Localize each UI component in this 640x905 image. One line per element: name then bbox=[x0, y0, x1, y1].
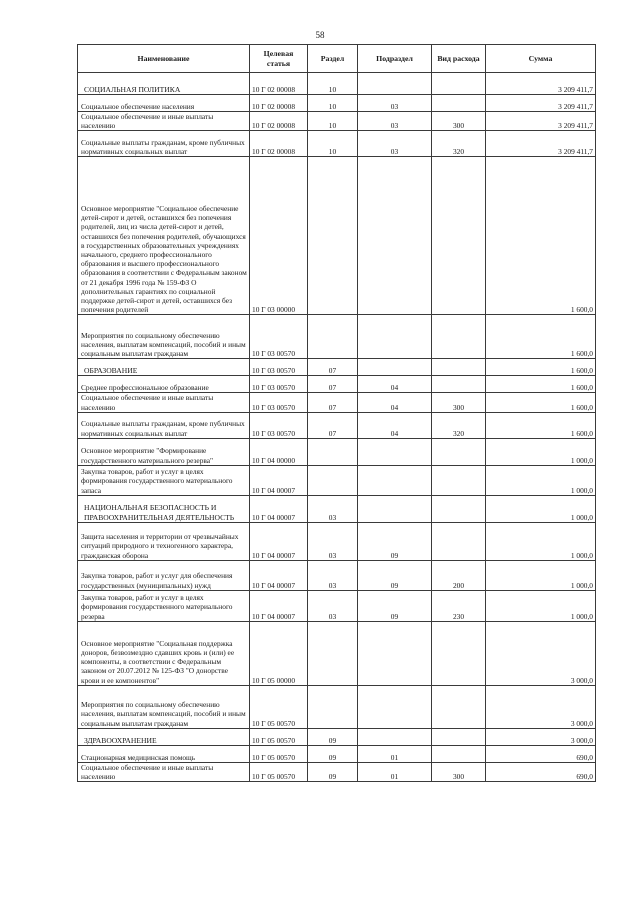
table-row bbox=[78, 359, 596, 376]
row-name bbox=[78, 762, 250, 781]
row-name bbox=[78, 376, 250, 393]
row-vid bbox=[432, 685, 486, 728]
row-vid bbox=[432, 315, 486, 359]
row-name bbox=[78, 728, 250, 745]
table-row bbox=[78, 315, 596, 359]
row-name bbox=[78, 438, 250, 465]
row-razdel bbox=[308, 621, 358, 685]
row-code: 10 Г 05 00000 bbox=[250, 621, 308, 685]
row-podrazdel bbox=[358, 438, 432, 465]
table-header-row bbox=[78, 45, 596, 73]
row-podrazdel bbox=[358, 685, 432, 728]
row-name bbox=[78, 590, 250, 621]
row-sum: 1 000,0 bbox=[486, 522, 596, 560]
row-code: 10 Г 04 00007 bbox=[250, 560, 308, 590]
table-row bbox=[78, 157, 596, 315]
row-name bbox=[78, 685, 250, 728]
row-razdel: 09 bbox=[308, 762, 358, 781]
row-code: 10 Г 05 00570 bbox=[250, 728, 308, 745]
row-podrazdel bbox=[358, 73, 432, 95]
row-podrazdel: 09 bbox=[358, 590, 432, 621]
table-row bbox=[78, 465, 596, 495]
table-row bbox=[78, 131, 596, 157]
row-name bbox=[78, 359, 250, 376]
row-code: 10 Г 04 00000 bbox=[250, 438, 308, 465]
header-code: Целевая статья bbox=[250, 45, 308, 73]
table-row bbox=[78, 393, 596, 412]
row-code: 10 Г 04 00007 bbox=[250, 495, 308, 522]
row-name-text: ОБРАЗОВАНИЕ bbox=[84, 366, 138, 376]
table-row bbox=[78, 621, 596, 685]
row-name-text: Закупка товаров, работ и услуг в целях формирования государственного материального запаса bbox=[81, 467, 233, 495]
row-podrazdel bbox=[358, 621, 432, 685]
row-name-text: Социальное обеспечение населения bbox=[81, 101, 195, 111]
row-sum: 3 209 411,7 bbox=[486, 95, 596, 112]
row-name-text: Мероприятия по социальному обеспечению населения, выплатам компенсаций, пособий и иным социальным выплатам гражданам bbox=[81, 700, 246, 728]
row-name-text: Мероприятия по социальному обеспечению населения, выплатам компенсаций, пособий и иным социальным выплатам гражданам bbox=[81, 330, 246, 359]
row-razdel: 03 bbox=[308, 495, 358, 522]
table-row bbox=[78, 685, 596, 728]
row-sum: 3 000,0 bbox=[486, 621, 596, 685]
row-razdel bbox=[308, 685, 358, 728]
row-name bbox=[78, 745, 250, 762]
row-vid: 230 bbox=[432, 590, 486, 621]
row-sum: 690,0 bbox=[486, 745, 596, 762]
row-vid: 300 bbox=[432, 762, 486, 781]
row-vid bbox=[432, 359, 486, 376]
row-razdel: 10 bbox=[308, 73, 358, 95]
row-code: 10 Г 03 00570 bbox=[250, 376, 308, 393]
row-name bbox=[78, 412, 250, 438]
row-name-text: Социальное обеспечение и иные выплаты населению bbox=[81, 393, 214, 412]
row-name-text: Защита населения и территории от чрезвычайных ситуаций природного и техногенного характера, гражданская оборона bbox=[81, 532, 239, 560]
row-razdel: 07 bbox=[308, 393, 358, 412]
row-vid: 200 bbox=[432, 560, 486, 590]
row-razdel: 07 bbox=[308, 376, 358, 393]
row-sum: 1 600,0 bbox=[486, 376, 596, 393]
budget-table bbox=[77, 44, 596, 782]
row-name-text: Социальные выплаты гражданам, кроме публичных нормативных социальных выплат bbox=[81, 138, 245, 157]
table-row bbox=[78, 95, 596, 112]
row-sum: 1 600,0 bbox=[486, 315, 596, 359]
row-code: 10 Г 05 00570 bbox=[250, 685, 308, 728]
row-podrazdel: 09 bbox=[358, 522, 432, 560]
row-sum: 1 600,0 bbox=[486, 412, 596, 438]
row-razdel: 03 bbox=[308, 560, 358, 590]
row-name-text: Закупка товаров, работ и услуг в целях формирования государственного материального резерва bbox=[81, 593, 233, 621]
row-name-text: Стационарная медицинская помощь bbox=[81, 752, 196, 762]
row-sum: 1 000,0 bbox=[486, 465, 596, 495]
row-razdel: 03 bbox=[308, 590, 358, 621]
row-sum: 1 000,0 bbox=[486, 590, 596, 621]
row-sum: 3 209 411,7 bbox=[486, 73, 596, 95]
row-code: 10 Г 04 00007 bbox=[250, 465, 308, 495]
row-name-text: Закупка товаров, работ и услуг для обеспечения государственных (муниципальных) нужд bbox=[81, 571, 233, 590]
row-vid: 300 bbox=[432, 393, 486, 412]
row-name bbox=[78, 560, 250, 590]
row-name-text: СОЦИАЛЬНАЯ ПОЛИТИКА bbox=[84, 84, 181, 94]
row-podrazdel: 03 bbox=[358, 95, 432, 112]
table-row bbox=[78, 438, 596, 465]
table-row bbox=[78, 728, 596, 745]
row-name-text: Социальные выплаты гражданам, кроме публичных нормативных социальных выплат bbox=[81, 419, 245, 438]
row-vid bbox=[432, 745, 486, 762]
row-name-text: Основное мероприятие "Социальная поддержка доноров, безвозмездно сдавших кровь и (или) ее компоненты, в соответствии с Федеральным законом от 20.07.2012 № 125-ФЗ "О донорстве крови и ее компонентов" bbox=[81, 638, 235, 685]
row-sum: 1 600,0 bbox=[486, 359, 596, 376]
row-code: 10 Г 05 00570 bbox=[250, 762, 308, 781]
row-name-text: НАЦИОНАЛЬНАЯ БЕЗОПАСНОСТЬ И ПРАВООХРАНИТЕЛЬНАЯ ДЕЯТЕЛЬНОСТЬ bbox=[84, 503, 235, 522]
row-name-text: ЗДРАВООХРАНЕНИЕ bbox=[84, 735, 157, 745]
row-razdel: 09 bbox=[308, 728, 358, 745]
row-razdel: 10 bbox=[308, 131, 358, 157]
table-row bbox=[78, 590, 596, 621]
row-razdel: 10 bbox=[308, 112, 358, 131]
row-podrazdel bbox=[358, 359, 432, 376]
row-code: 10 Г 03 00570 bbox=[250, 315, 308, 359]
row-name bbox=[78, 73, 250, 95]
row-vid bbox=[432, 621, 486, 685]
row-vid bbox=[432, 157, 486, 315]
row-code: 10 Г 02 00008 bbox=[250, 73, 308, 95]
table-row bbox=[78, 112, 596, 131]
row-razdel: 09 bbox=[308, 745, 358, 762]
row-razdel bbox=[308, 315, 358, 359]
table-row bbox=[78, 412, 596, 438]
row-podrazdel: 01 bbox=[358, 745, 432, 762]
row-vid: 300 bbox=[432, 112, 486, 131]
row-podrazdel bbox=[358, 728, 432, 745]
row-code: 10 Г 04 00007 bbox=[250, 590, 308, 621]
row-podrazdel: 03 bbox=[358, 112, 432, 131]
row-name-text: Среднее профессиональное образование bbox=[81, 383, 209, 393]
row-code: 10 Г 04 00007 bbox=[250, 522, 308, 560]
header-sum: Сумма bbox=[486, 45, 596, 73]
row-name-text: Основное мероприятие "Формирование государственного материального резерва" bbox=[81, 446, 214, 465]
row-name bbox=[78, 315, 250, 359]
row-code: 10 Г 02 00008 bbox=[250, 131, 308, 157]
row-podrazdel: 04 bbox=[358, 376, 432, 393]
row-code: 10 Г 03 00000 bbox=[250, 157, 308, 315]
table-row bbox=[78, 495, 596, 522]
row-name bbox=[78, 522, 250, 560]
row-name bbox=[78, 495, 250, 522]
table-row bbox=[78, 745, 596, 762]
header-name: Наименование bbox=[78, 45, 250, 73]
row-sum: 3 209 411,7 bbox=[486, 112, 596, 131]
row-code: 10 Г 05 00570 bbox=[250, 745, 308, 762]
row-podrazdel bbox=[358, 465, 432, 495]
row-razdel: 07 bbox=[308, 359, 358, 376]
row-podrazdel: 04 bbox=[358, 412, 432, 438]
row-vid: 320 bbox=[432, 412, 486, 438]
header-podrazdel: Подраздел bbox=[358, 45, 432, 73]
row-podrazdel bbox=[358, 495, 432, 522]
row-name bbox=[78, 131, 250, 157]
table-row bbox=[78, 762, 596, 781]
row-code: 10 Г 02 00008 bbox=[250, 112, 308, 131]
row-sum: 1 000,0 bbox=[486, 495, 596, 522]
row-podrazdel: 04 bbox=[358, 393, 432, 412]
row-code: 10 Г 03 00570 bbox=[250, 412, 308, 438]
row-sum: 1 600,0 bbox=[486, 393, 596, 412]
row-vid bbox=[432, 376, 486, 393]
row-vid bbox=[432, 95, 486, 112]
row-code: 10 Г 03 00570 bbox=[250, 393, 308, 412]
page-number: 58 bbox=[315, 30, 325, 40]
row-name bbox=[78, 393, 250, 412]
table-row bbox=[78, 73, 596, 95]
row-sum: 3 000,0 bbox=[486, 685, 596, 728]
row-name-text: Социальное обеспечение и иные выплаты населению bbox=[81, 762, 214, 782]
row-vid bbox=[432, 73, 486, 95]
table-row bbox=[78, 376, 596, 393]
row-sum: 1 600,0 bbox=[486, 157, 596, 315]
row-name bbox=[78, 157, 250, 315]
row-name bbox=[78, 112, 250, 131]
row-vid bbox=[432, 522, 486, 560]
row-name-text: Социальное обеспечение и иные выплаты населению bbox=[81, 112, 214, 131]
row-name-text: Основное мероприятие "Социальное обеспечение детей-сирот и детей, оставшихся без попечения родителей, лиц из числа детей-сирот и детей, оставшихся без попечения родителей, обучающихся в государственных образовательных учреждениях начального, среднего профессионального образования и высшего профессионального образования в соответствии с Федеральным законом от 21 декабря 1996 года № 159-ФЗ О дополнительных гарантиях по социальной поддержке детей-сирот и детей, оставшихся без попечения родителей bbox=[81, 203, 247, 315]
row-podrazdel: 09 bbox=[358, 560, 432, 590]
row-sum: 690,0 bbox=[486, 762, 596, 781]
row-podrazdel bbox=[358, 315, 432, 359]
row-code: 10 Г 03 00570 bbox=[250, 359, 308, 376]
row-sum: 3 209 411,7 bbox=[486, 131, 596, 157]
row-razdel bbox=[308, 157, 358, 315]
row-name bbox=[78, 95, 250, 112]
row-vid bbox=[432, 438, 486, 465]
row-vid bbox=[432, 495, 486, 522]
row-vid: 320 bbox=[432, 131, 486, 157]
row-razdel bbox=[308, 465, 358, 495]
row-razdel: 10 bbox=[308, 95, 358, 112]
row-name bbox=[78, 621, 250, 685]
header-razdel: Раздел bbox=[308, 45, 358, 73]
row-vid bbox=[432, 465, 486, 495]
row-sum: 1 000,0 bbox=[486, 438, 596, 465]
row-podrazdel bbox=[358, 157, 432, 315]
row-sum: 1 000,0 bbox=[486, 560, 596, 590]
table-row bbox=[78, 522, 596, 560]
row-razdel: 07 bbox=[308, 412, 358, 438]
row-code: 10 Г 02 00008 bbox=[250, 95, 308, 112]
row-podrazdel: 03 bbox=[358, 131, 432, 157]
row-sum: 3 000,0 bbox=[486, 728, 596, 745]
row-razdel: 03 bbox=[308, 522, 358, 560]
row-vid bbox=[432, 728, 486, 745]
header-vid: Вид расхода bbox=[432, 45, 486, 73]
row-name bbox=[78, 465, 250, 495]
row-podrazdel: 01 bbox=[358, 762, 432, 781]
row-razdel bbox=[308, 438, 358, 465]
table-row bbox=[78, 560, 596, 590]
